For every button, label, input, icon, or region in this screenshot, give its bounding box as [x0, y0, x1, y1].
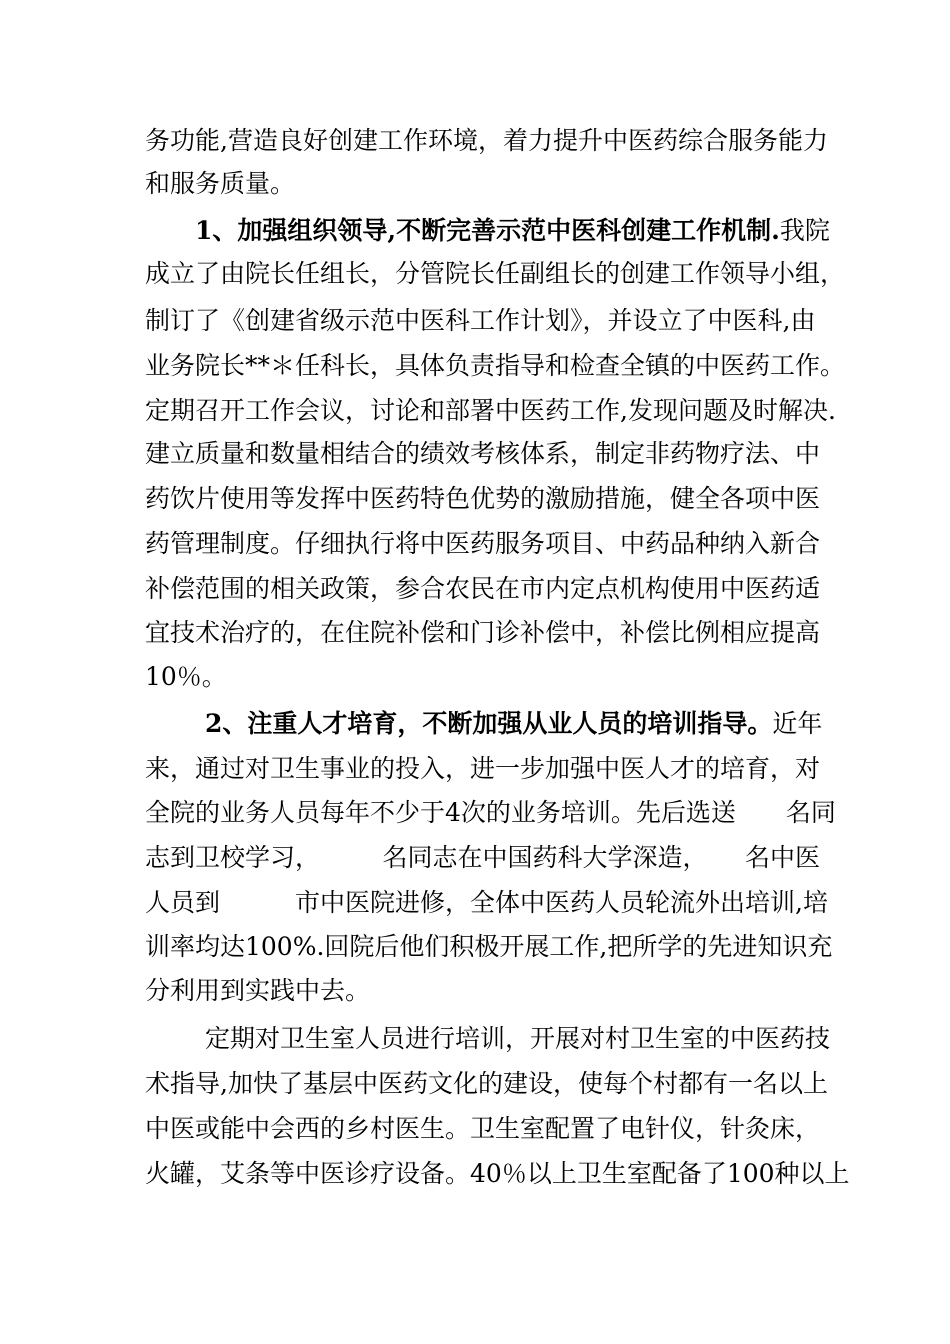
body-line: 宜技术治疗的，在住院补偿和门诊补偿中，补偿比例相应提高	[145, 618, 821, 647]
section-1-line	[195, 210, 865, 252]
body-line: 补偿范围的相关政策，参合农民在市内定点机构使用中医药适	[145, 574, 821, 603]
body-line: 制订了《创建省级示范中医科工作计划》，并设立了中医科,由	[145, 306, 816, 335]
body-line: 业务院长**＊任科长，具体负责指导和检查全镇的中医药工作。	[145, 351, 846, 380]
body-line: 人员到 市中医院进修，全体中医药人员轮流外出培训,培	[145, 888, 828, 917]
body-line: 全院的业务人员每年不少于4次的业务培训。先后选送 名同	[145, 798, 836, 827]
section-2-line	[205, 703, 865, 745]
body-line: 成立了由院长任组长，分管院长任副组长的创建工作领导小组，	[145, 259, 846, 288]
body-line: 10％。	[145, 662, 227, 691]
body-line: 药管理制度。仔细执行将中医药服务项目、中药品种纳入新合	[145, 529, 821, 558]
body-line: 和服务质量。	[145, 169, 296, 198]
section-1-heading: 1、加强组织领导,不断完善示范中医科创建工作机制.	[195, 216, 780, 245]
body-line: 志到卫校学习， 名同志在中国药科大学深造， 名中医	[145, 843, 821, 872]
section-2-lead: 近年	[772, 709, 823, 738]
body-line: 训率均达100%.回院后他们积极开展工作,把所学的先进知识充	[145, 932, 833, 961]
body-line: 火罐，艾条等中医诊疗设备。40％以上卫生室配备了100种以上	[145, 1159, 850, 1188]
body-line: 务功能,营造良好创建工作环境，着力提升中医药综合服务能力	[145, 126, 828, 155]
body-line: 建立质量和数量相结合的绩效考核体系，制定非药物疗法、中	[145, 439, 821, 468]
section-2-heading: 2、注重人才培育，不断加强从业人员的培训指导。	[205, 709, 773, 738]
body-line: 中医或能中会西的乡村医生。卫生室配置了电针仪，针灸床，	[145, 1114, 821, 1143]
body-line: 术指导,加快了基层中医药文化的建设，使每个村都有一名以上	[145, 1069, 828, 1098]
body-line: 药饮片使用等发挥中医药特色优势的激励措施，健全各项中医	[145, 484, 821, 513]
body-line: 来，通过对卫生事业的投入，进一步加强中医人才的培育，对	[145, 754, 821, 783]
body-line: 定期对卫生室人员进行培训，开展对村卫生室的中医药技	[205, 1024, 831, 1053]
section-1-lead: 我院	[779, 216, 830, 245]
body-line: 定期召开工作会议，讨论和部署中医药工作,发现问题及时解决.	[145, 396, 836, 425]
body-line: 分利用到实践中去。	[145, 976, 371, 1005]
